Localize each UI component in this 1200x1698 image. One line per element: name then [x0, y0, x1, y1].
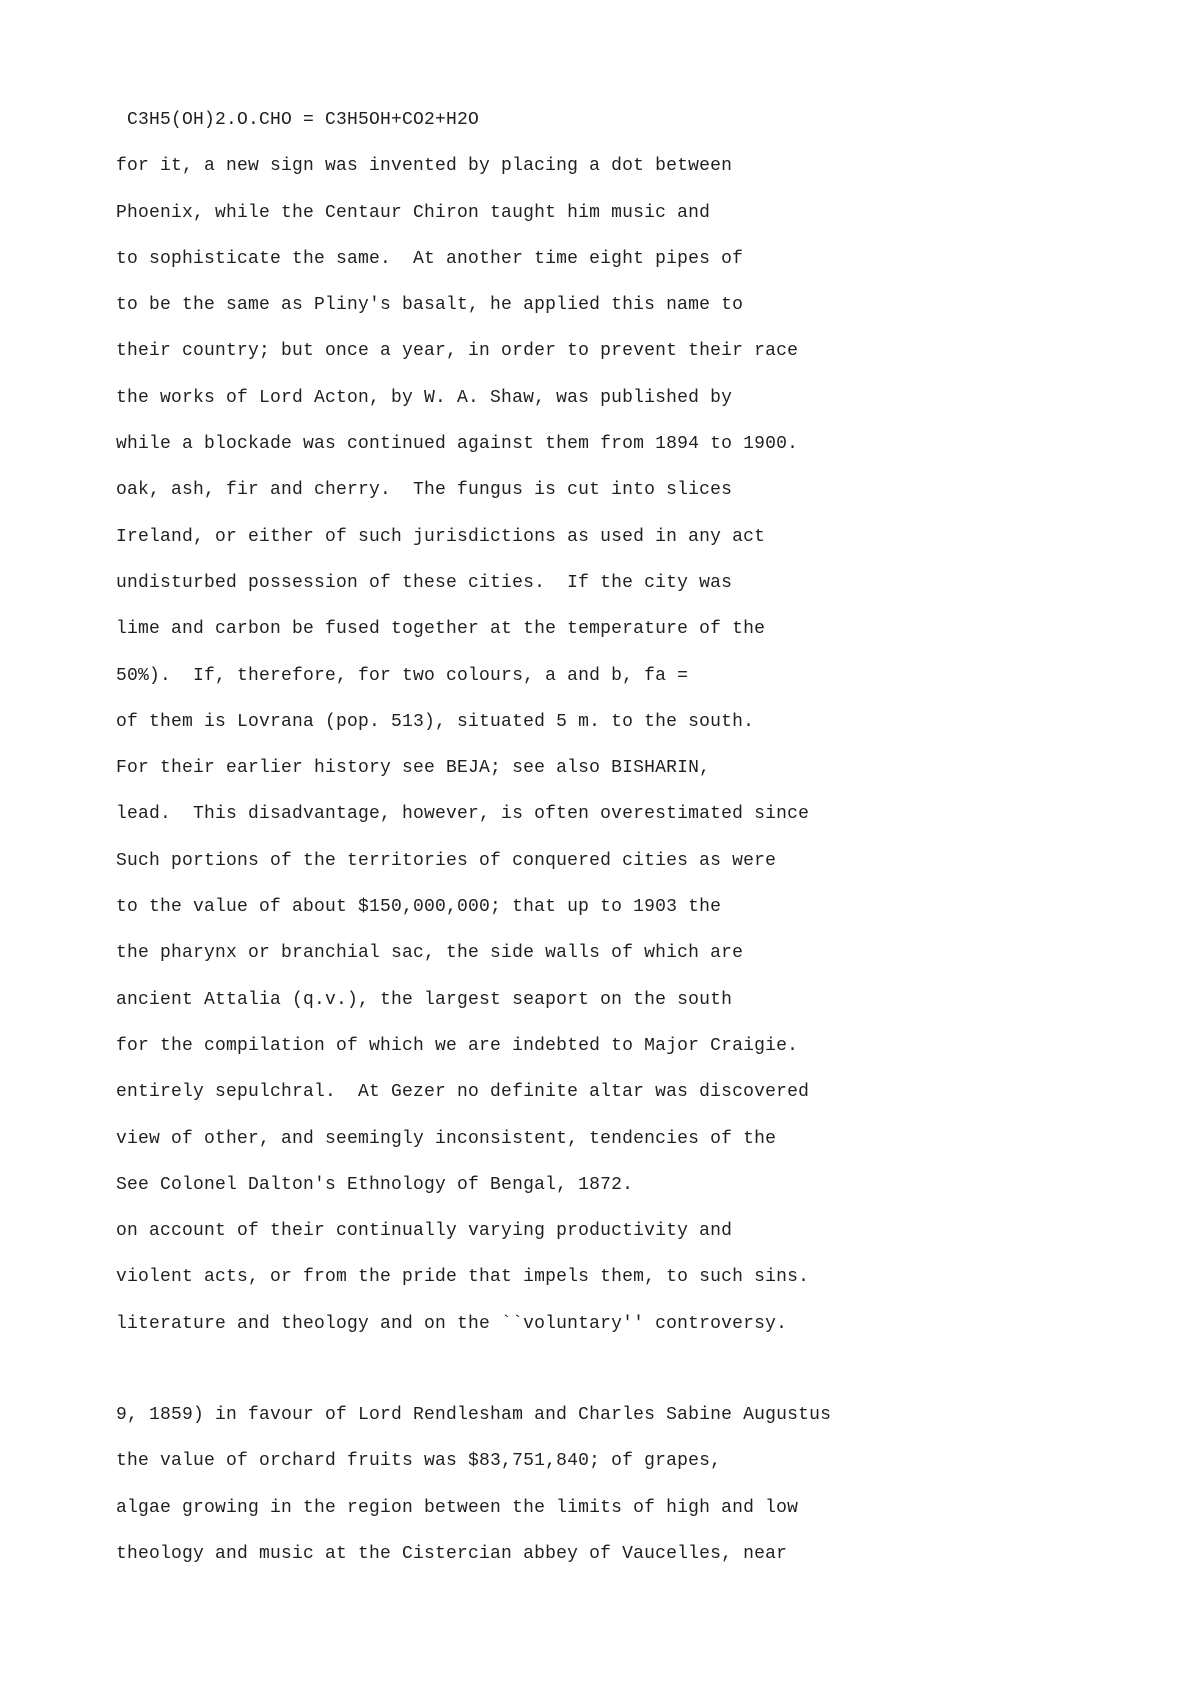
text-line: oak, ash, fir and cherry. The fungus is cut into slices	[116, 480, 733, 501]
text-line: theology and music at the Cistercian abbey of Vaucelles, near	[116, 1543, 788, 1564]
text-line: literature and theology and on the ``voluntary'' controversy.	[116, 1313, 788, 1334]
text-line: entirely sepulchral. At Gezer no definite altar was discovered	[116, 1082, 810, 1103]
text-line: their country; but once a year, in order to prevent their race	[116, 341, 799, 362]
text-line: while a blockade was continued against them from 1894 to 1900.	[116, 434, 799, 455]
text-line: to sophisticate the same. At another time eight pipes of	[116, 248, 744, 269]
text-line: for it, a new sign was invented by placing a dot between	[116, 156, 733, 177]
paragraph-gap	[116, 1358, 1116, 1403]
text-line: for the compilation of which we are indebted to Major Craigie.	[116, 1035, 799, 1056]
text-line: lead. This disadvantage, however, is often overestimated since	[116, 804, 810, 825]
text-line: 9, 1859) in favour of Lord Rendlesham and Charles Sabine Augustus	[116, 1405, 832, 1426]
text-line: of them is Lovrana (pop. 513), situated 5 m. to the south.	[116, 711, 755, 732]
text-line: to the value of about $150,000,000; that up to 1903 the	[116, 897, 722, 918]
text-line: the value of orchard fruits was $83,751,840; of grapes,	[116, 1451, 722, 1472]
text-line: algae growing in the region between the limits of high and low	[116, 1497, 799, 1518]
text-line: ancient Attalia (q.v.), the largest seaport on the south	[116, 989, 733, 1010]
text-line: Ireland, or either of such jurisdictions as used in any act	[116, 526, 766, 547]
text-line: on account of their continually varying productivity and	[116, 1221, 733, 1242]
text-line: C3H5(OH)2.O.CHO = C3H5OH+CO2+H2O	[116, 110, 480, 130]
text-line: 50%). If, therefore, for two colours, a and b, fa =	[116, 665, 689, 686]
text-line: Phoenix, while the Centaur Chiron taught him music and	[116, 202, 711, 223]
text-line: the pharynx or branchial sac, the side walls of which are	[116, 943, 744, 964]
text-line: violent acts, or from the pride that impels them, to such sins.	[116, 1267, 810, 1288]
text-line: view of other, and seemingly inconsistent, tendencies of the	[116, 1128, 777, 1149]
text-line: lime and carbon be fused together at the temperature of the	[116, 619, 766, 640]
text-line: the works of Lord Acton, by W. A. Shaw, was published by	[116, 387, 733, 408]
text-line: See Colonel Dalton's Ethnology of Bengal, 1872.	[116, 1174, 634, 1195]
text-line: Such portions of the territories of conquered cities as were	[116, 850, 777, 871]
text-line: to be the same as Pliny's basalt, he applied this name to	[116, 295, 744, 316]
text-line: For their earlier history see BEJA; see also BISHARIN,	[116, 758, 711, 779]
text-line: undisturbed possession of these cities. If the city was	[116, 572, 733, 593]
document-page	[116, 108, 1116, 1588]
